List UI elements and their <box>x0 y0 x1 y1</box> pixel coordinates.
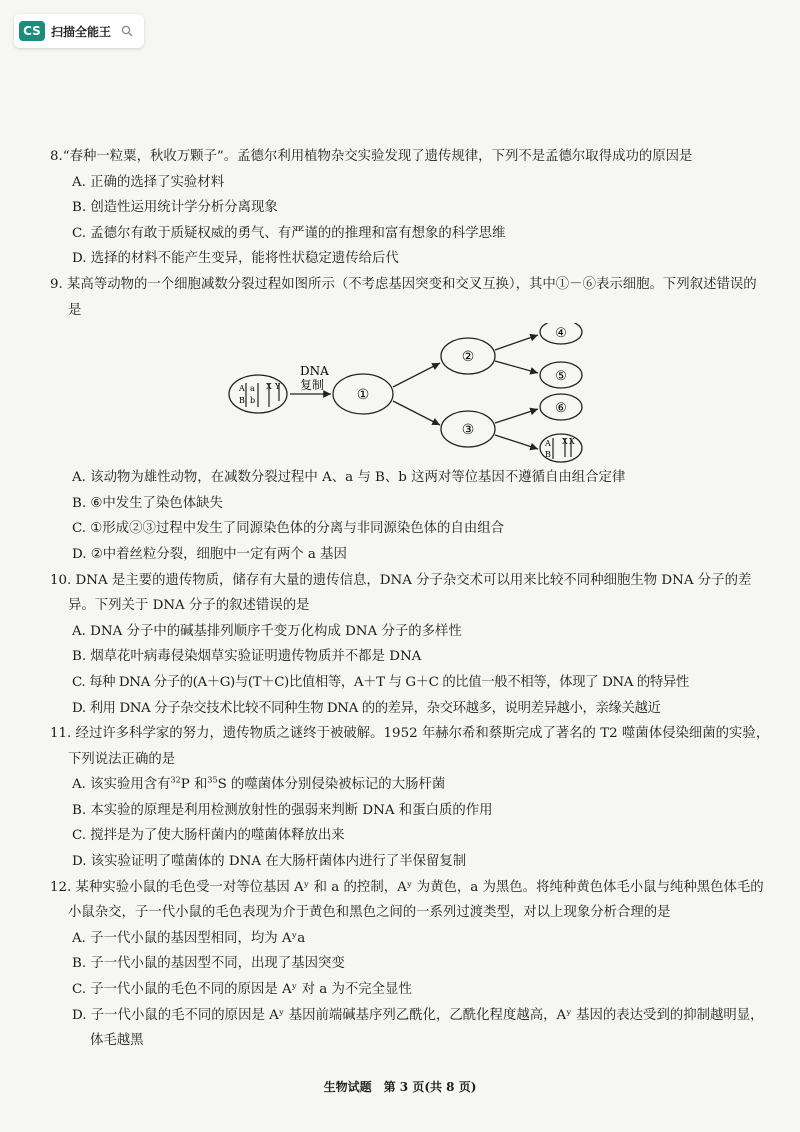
gene-label: a <box>250 384 255 394</box>
question-stem: 9. 某高等动物的一个细胞减数分裂过程如图所示（不考虑基因突变和交叉互换），其中①－⑥表示细胞。下列叙述错误的是 <box>50 276 757 318</box>
gene-label: X <box>569 437 575 447</box>
gene-label: b <box>250 396 256 406</box>
replication-label: 复制 <box>300 378 325 393</box>
gene-label: A <box>545 439 551 449</box>
gene-label: X <box>562 437 568 447</box>
start-cell <box>229 375 287 413</box>
cell-4-label: ④ <box>555 326 567 342</box>
question-11 <box>50 721 770 875</box>
option-b: B. 子一代小鼠的基因型不同，出现了基因突变 <box>72 956 345 972</box>
option-b: B. ⑥中发生了染色体缺失 <box>72 495 223 511</box>
cell-1-label: ① <box>356 387 370 404</box>
page-footer: 生物试题 第 3 页(共 8 页) <box>323 1080 477 1094</box>
option-d: D. 该实验证明了噬菌体的 DNA 在大肠杆菌体内进行了半保留复制 <box>72 854 467 870</box>
question-stem: 12. 某种实验小鼠的毛色受一对等位基因 Aʸ 和 a 的控制，Aʸ 为黄色，a 为黑色。将纯种黄色体毛小鼠与纯种黑色体毛的小鼠杂交，子一代小鼠的毛色表现为介于黄色和黑色之间的一系列过渡类型，对以上现象分析合理的是 <box>50 879 764 921</box>
cs-logo: CS <box>19 21 45 41</box>
gene-label: X <box>266 382 272 392</box>
option-a-text: S 的噬菌体分别侵染被标记的大肠杆菌 <box>217 777 446 793</box>
gene-label: Y <box>275 382 281 392</box>
meiosis-diagram <box>50 323 770 465</box>
final-cell <box>540 434 582 462</box>
option-c: C. 子一代小鼠的毛色不同的原因是 Aʸ 对 a 为不完全显性 <box>72 982 412 998</box>
option-c: C. ①形成②③过程中发生了同源染色体的分离与非同源染色体的自由组合 <box>72 521 505 537</box>
exam-page <box>50 144 770 1054</box>
search-icon[interactable] <box>121 25 133 37</box>
option-b: B. 烟草花叶病毒侵染烟草实验证明遗传物质并不都是 DNA <box>72 649 422 665</box>
option-a-text: A. 该实验用含有 <box>72 777 171 793</box>
question-9 <box>50 272 770 568</box>
option-c: C. 搅拌是为了使大肠杆菌内的噬菌体释放出来 <box>72 828 345 844</box>
question-stem: 8.“春种一粒粟，秋收万颗子”。孟德尔利用植物杂交实验发现了遗传规律，下列不是孟德尔取得成功的原因是 <box>50 149 693 164</box>
isotope-35: 35 <box>207 775 218 785</box>
meiosis-diagram-svg <box>50 323 770 465</box>
option-a: A. 正确的选择了实验材料 <box>72 174 225 190</box>
option-d: D. 子一代小鼠的毛不同的原因是 Aʸ 基因前端碱基序列乙酰化，乙酰化程度越高，Aʸ 基因的表达受到的抑制越明显，体毛越黑 <box>72 1007 764 1049</box>
question-12 <box>50 875 770 1054</box>
gene-label: B <box>545 450 551 460</box>
cell-3-label: ③ <box>461 422 475 439</box>
option-a-text: P 和 <box>180 777 208 793</box>
option-a: A. DNA 分子中的碱基排列顺序千变万化构成 DNA 分子的多样性 <box>72 623 462 639</box>
option-d: D. 利用 DNA 分子杂交技术比较不同种生物 DNA 的的差异，杂交环越多，说明差异越小，亲缘关越近 <box>72 700 661 716</box>
isotope-32: 32 <box>170 775 181 785</box>
question-stem: 11. 经过许多科学家的努力，遗传物质之谜终于被破解。1952 年赫尔希和蔡斯完成了著名的 T2 噬菌体侵染细菌的实验，下列说法正确的是 <box>50 726 770 767</box>
question-stem: 10. DNA 是主要的遗传物质，储存有大量的遗传信息，DNA 分子杂交术可以用来比较不同种细胞生物 DNA 分子的差异。下列关于 DNA 分子的叙述错误的是 <box>50 572 752 614</box>
question-8 <box>50 144 770 272</box>
app-name: 扫描全能王 <box>51 24 112 39</box>
dna-label: DNA <box>300 364 329 379</box>
option-b: B. 创造性运用统计学分析分离现象 <box>72 200 278 216</box>
option-a <box>50 772 770 798</box>
cell-6-label: ⑥ <box>555 401 567 417</box>
question-10 <box>50 568 770 722</box>
gene-label: A <box>239 384 245 394</box>
option-a: A. 子一代小鼠的基因型相同，均为 Aʸa <box>72 930 306 946</box>
cell-5-label: ⑤ <box>555 369 567 385</box>
option-a: A. 该动物为雄性动物，在减数分裂过程中 A、a 与 B、b 这两对等位基因不遵循自由组合定律 <box>72 470 626 486</box>
cell-2-label: ② <box>461 349 475 366</box>
option-d: D. 选择的材料不能产生变异，能将性状稳定遗传给后代 <box>72 251 399 267</box>
gene-label: B <box>239 396 245 406</box>
option-c: C. 每种 DNA 分子的(A＋G)与(T＋C)比值相等，A＋T 与 G＋C 的比值一般不相等，体现了 DNA 的特异性 <box>72 674 689 690</box>
option-b: B. 本实验的原理是利用检测放射性的强弱来判断 DNA 和蛋白质的作用 <box>72 802 493 818</box>
option-c: C. 孟德尔有敢于质疑权威的勇气、有严谨的的推理和富有想象的科学思维 <box>72 225 506 241</box>
scanner-app-badge[interactable] <box>14 14 144 48</box>
option-d: D. ②中着丝粒分裂，细胞中一定有两个 a 基因 <box>72 546 347 562</box>
